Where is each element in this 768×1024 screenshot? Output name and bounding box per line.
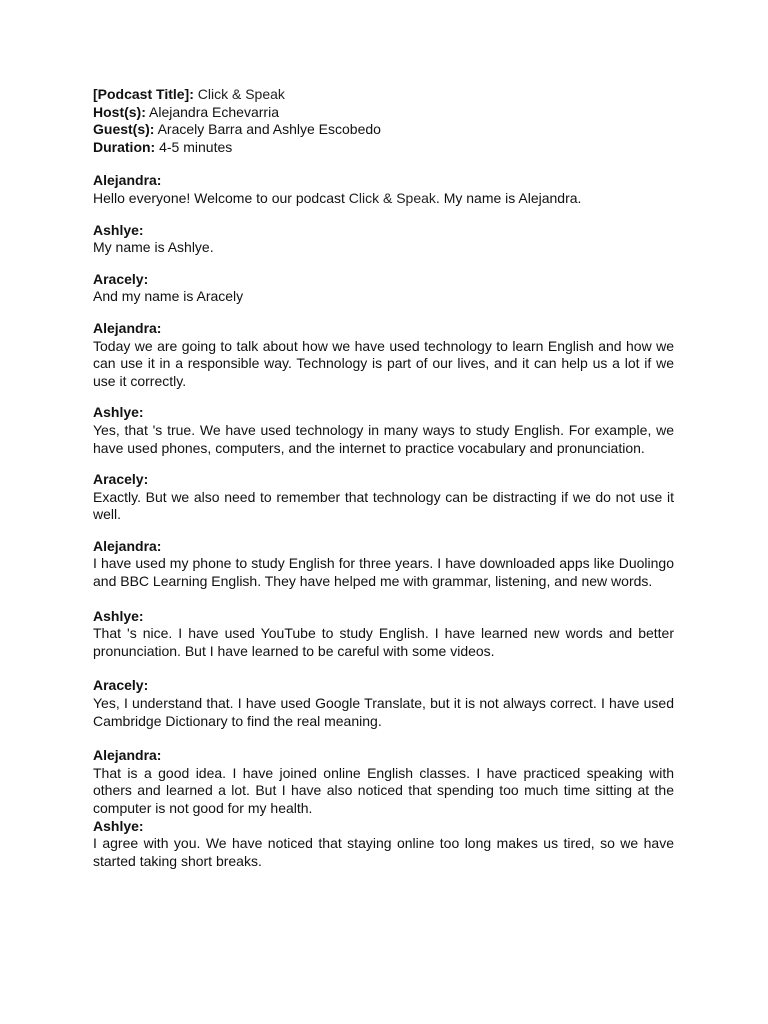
turn-text: I have used my phone to study English for three years. I have downloaded apps like Duolingo and BBC Learning English. They have helped me with grammar, listening, and new words. bbox=[93, 555, 674, 590]
podcast-title-value: Click & Speak bbox=[197, 86, 285, 102]
speaker-name: Ashlye: bbox=[93, 607, 144, 624]
speaker-name: Ashlye: bbox=[93, 404, 144, 421]
duration-label: Duration: bbox=[93, 138, 156, 155]
transcript-turn bbox=[93, 818, 674, 871]
turn-text: My name is Ashlye. bbox=[93, 239, 214, 256]
transcript-turn bbox=[93, 222, 674, 257]
transcript-turn bbox=[93, 404, 674, 457]
guests-value: Aracely Barra and Ashlye Escobedo bbox=[157, 121, 381, 138]
turn-text: That 's nice. I have used YouTube to study English. I have learned new words and better pronunciation. But I have learned to be careful with some videos. bbox=[93, 625, 674, 659]
hosts-label: Host(s): bbox=[93, 103, 146, 120]
podcast-title-line bbox=[93, 86, 674, 104]
speaker-name: Ashlye: bbox=[93, 817, 144, 834]
duration-line bbox=[93, 139, 674, 157]
turn-text-part: Hello everyone! Welcome to our podcast bbox=[93, 189, 349, 206]
transcript-turn bbox=[93, 538, 674, 591]
speaker-name: Alejandra: bbox=[93, 319, 162, 336]
transcript-turn bbox=[93, 172, 674, 207]
guests-label: Guest(s): bbox=[93, 121, 155, 138]
hosts-line bbox=[93, 104, 674, 122]
speaker-name: Alejandra: bbox=[93, 747, 162, 764]
turn-text: Today we are going to talk about how we have used technology to learn English and how we can use it in a responsible way. Technology is part of our lives, and it can help us a lot if we use it correctly. bbox=[93, 337, 674, 389]
podcast-title-label: [Podcast Title]: bbox=[93, 86, 194, 102]
turn-text: Yes, that 's true. We have used technology in many ways to study English. For example, we have used phones, computers, and the internet to practice vocabulary and pronunciation. bbox=[93, 421, 674, 456]
turn-text-part: . My name is Alejandra. bbox=[435, 189, 582, 206]
guests-line bbox=[93, 121, 674, 139]
turn-text: Yes, I understand that. I have used Google Translate, but it is not always correct. I have used Cambridge Dictionary to find the real meaning. bbox=[93, 695, 674, 729]
document-page bbox=[93, 86, 674, 884]
transcript-turn bbox=[93, 608, 674, 661]
transcript-turn bbox=[93, 471, 674, 524]
speaker-name: Aracely: bbox=[93, 471, 149, 488]
turn-text: I agree with you. We have noticed that staying online too long makes us tired, so we have started taking short breaks. bbox=[93, 835, 674, 869]
turn-text bbox=[93, 190, 674, 208]
turn-text: That is a good idea. I have joined online English classes. I have practiced speaking with others and learned a lot. But I have also noticed that spending too much time sitting at the computer is not good for my health. bbox=[93, 764, 674, 816]
podcast-name-inline: Click & Speak bbox=[348, 189, 436, 206]
transcript-turn bbox=[93, 747, 674, 817]
transcript-turn bbox=[93, 320, 674, 390]
speaker-name: Alejandra: bbox=[93, 537, 162, 554]
turn-text: And my name is Aracely bbox=[93, 288, 244, 305]
transcript-turn bbox=[93, 271, 674, 306]
podcast-metadata bbox=[93, 86, 674, 156]
speaker-name: Aracely: bbox=[93, 270, 149, 287]
transcript-turn bbox=[93, 677, 674, 730]
speaker-name: Ashlye: bbox=[93, 221, 144, 238]
duration-value: 4-5 minutes bbox=[159, 138, 233, 155]
turn-text: Exactly. But we also need to remember that technology can be distracting if we do not use it well. bbox=[93, 488, 674, 523]
hosts-value: Alejandra Echevarria bbox=[149, 103, 279, 120]
speaker-name: Alejandra: bbox=[93, 172, 162, 189]
speaker-name: Aracely: bbox=[93, 677, 149, 694]
